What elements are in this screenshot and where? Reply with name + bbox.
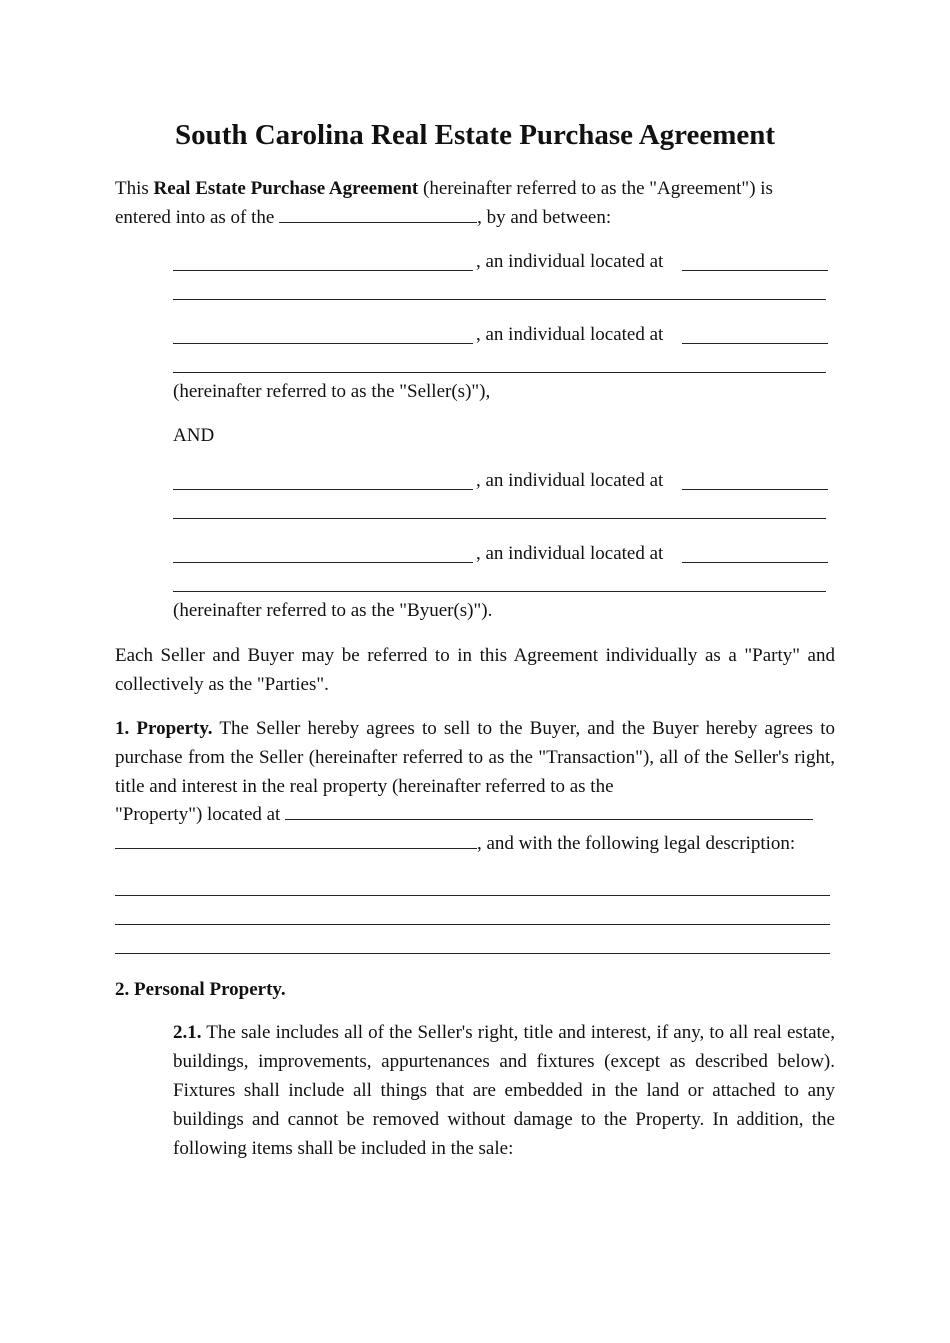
buyer-1-address-line-2[interactable] [173, 518, 826, 519]
buyer-1-address-blank[interactable] [682, 489, 828, 490]
section-2-1-text: The sale includes all of the Seller's right, title and interest, if any, to all real estate, buildings, improvements, appurtenances and fixtures (except as described below). Fixtures shall include all things that are embedded in the land or attached to any buildings and cannot be removed without damage to the Property. In addition, the following items shall be included in the sale: [173, 1022, 835, 1159]
seller-2-address-blank[interactable] [682, 343, 828, 344]
buyer-1-located-text: , an individual located at [476, 470, 664, 491]
legal-description-line-3[interactable] [115, 953, 830, 954]
parties-paragraph: Each Seller and Buyer may be referred to in this Agreement individually as a "Party" and collectively as the "Parties". [115, 645, 835, 695]
legal-description-line-1[interactable] [115, 895, 830, 896]
seller-2-address-line-2[interactable] [173, 372, 826, 373]
section-2-heading [115, 975, 286, 1004]
seller-2-located-text: , an individual located at [476, 324, 664, 345]
intro-line-1 [115, 174, 773, 203]
buyer-1-name-blank[interactable] [173, 489, 473, 490]
seller-1-located-text: , an individual located at [476, 251, 664, 272]
section-2-heading-text: 2. Personal Property. [115, 979, 286, 1000]
intro-after-name: (hereinafter referred to as the "Agreement") is [418, 178, 773, 199]
buyers-reference: (hereinafter referred to as the "Byuer(s)"). [173, 600, 493, 621]
section-1-heading: 1. Property. [115, 718, 213, 739]
buyer-2-name-blank[interactable] [173, 562, 473, 563]
buyer-2-address-blank[interactable] [682, 562, 828, 563]
intro-date-prefix: entered into as of the [115, 207, 280, 228]
seller-1-address-blank[interactable] [682, 270, 828, 271]
seller-1-name-blank[interactable] [173, 270, 473, 271]
agreement-name: Real Estate Purchase Agreement [153, 178, 419, 199]
section-2-1-number: 2.1. [173, 1022, 202, 1043]
buyer-2-located-text: , an individual located at [476, 543, 664, 564]
section-1-paragraph [115, 714, 835, 801]
property-address-blank[interactable] [285, 800, 813, 820]
intro-line-2 [115, 203, 611, 232]
intro-date-suffix: , by and between: [477, 207, 612, 228]
buyer-2-address-line-2[interactable] [173, 591, 826, 592]
legal-description-intro-line [115, 829, 795, 858]
legal-description-suffix: , and with the following legal description: [477, 833, 796, 854]
sellers-reference: (hereinafter referred to as the "Seller(s)"), [173, 381, 491, 402]
document-title: South Carolina Real Estate Purchase Agreement [174, 119, 776, 151]
and-separator: AND [173, 425, 215, 446]
property-located-prefix: "Property") located at [115, 804, 286, 825]
seller-1-address-line-2[interactable] [173, 299, 826, 300]
seller-2-name-blank[interactable] [173, 343, 473, 344]
intro-prefix: This [115, 178, 154, 199]
section-1-text: The Seller hereby agrees to sell to the Buyer, and the Buyer hereby agrees to purchase from the Seller (hereinafter referred to as the "Transaction"), all of the Seller's right, title and interest in the real property (hereinafter referred to as the [115, 718, 835, 797]
property-located-line [115, 800, 813, 829]
property-address-line-2[interactable] [115, 829, 477, 849]
section-2-1-paragraph [173, 1018, 835, 1163]
legal-description-line-2[interactable] [115, 924, 830, 925]
agreement-date-blank[interactable] [279, 203, 477, 223]
